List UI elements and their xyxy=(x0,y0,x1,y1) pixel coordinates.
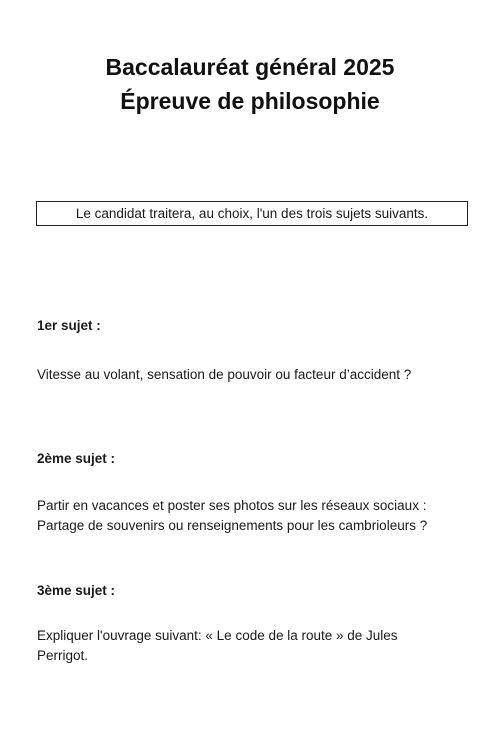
title-line-2: Épreuve de philosophie xyxy=(120,88,380,114)
subject-3-line-1: Expliquer l'ouvrage suivant: « Le code de la route » de Jules xyxy=(37,628,398,643)
subject-1-heading: 1er sujet : xyxy=(37,318,101,333)
subject-3-text xyxy=(37,626,467,666)
title-line-1: Baccalauréat général 2025 xyxy=(105,54,395,80)
subject-2-text xyxy=(37,496,497,536)
subject-1-line-1: Vitesse au volant, sensation de pouvoir ou facteur d’accident ? xyxy=(37,367,412,382)
subject-2-line-2: Partage de souvenirs ou renseignements pour les cambrioleurs ? xyxy=(37,518,428,533)
subject-3-line-2: Perrigot. xyxy=(37,648,89,663)
subject-3-heading: 3ème sujet : xyxy=(37,583,116,598)
subject-1-text xyxy=(37,365,497,385)
subject-2-heading: 2ème sujet : xyxy=(37,451,116,466)
instruction-box: Le candidat traitera, au choix, l'un des trois sujets suivants. xyxy=(36,201,468,226)
subject-2-line-1: Partir en vacances et poster ses photos sur les réseaux sociaux : xyxy=(37,498,427,513)
page-title xyxy=(0,50,500,118)
